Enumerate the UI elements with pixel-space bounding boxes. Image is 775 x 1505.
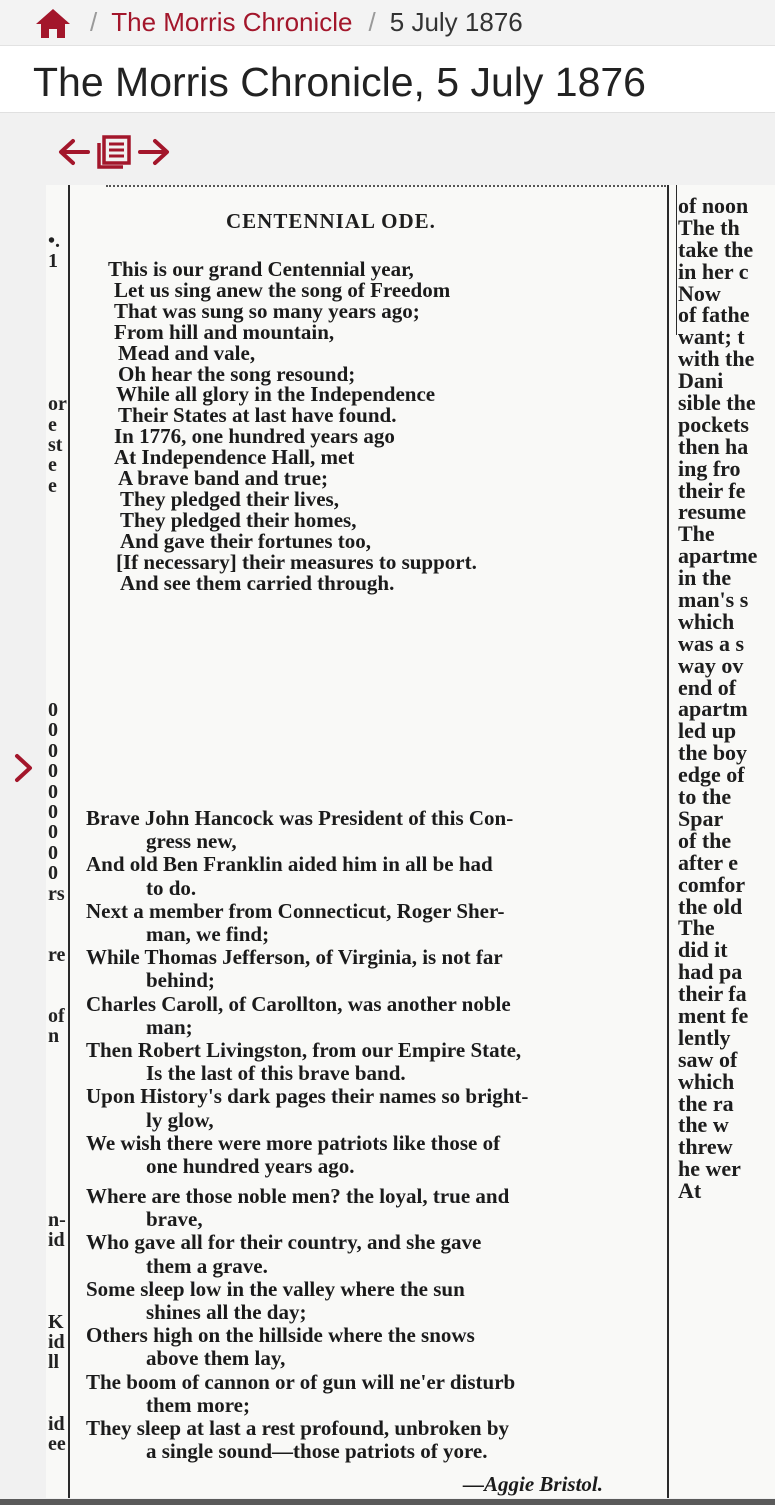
column-fragment-line: e bbox=[48, 474, 57, 497]
column-rule bbox=[667, 185, 669, 1498]
column-fragment-line bbox=[48, 272, 68, 292]
poem-line: one hundred years ago. bbox=[146, 1154, 355, 1178]
poem-line: a single sound—those patriots of yore. bbox=[146, 1439, 488, 1464]
column-fragment-line bbox=[48, 924, 68, 944]
breadcrumb-separator: / bbox=[90, 7, 98, 37]
breadcrumb bbox=[0, 0, 775, 46]
poem-line: shines all the day; bbox=[146, 1300, 307, 1324]
column-fragment-line: ing fro bbox=[678, 455, 741, 481]
column-fragment-line: threw bbox=[678, 1134, 733, 1160]
poem-line: them a grave. bbox=[146, 1253, 268, 1278]
column-fragment-line bbox=[48, 313, 68, 333]
column-fragment-line: which bbox=[678, 1068, 735, 1094]
poem-line: ly glow, bbox=[146, 1107, 214, 1132]
poem-line: They sleep at last a rest profound, unbroken by bbox=[86, 1416, 509, 1440]
column-fragment-line: of bbox=[48, 1004, 65, 1027]
poem-line: man; bbox=[146, 1014, 193, 1039]
column-fragment-line: which bbox=[678, 608, 735, 634]
column-fragment-line bbox=[48, 516, 68, 536]
column-fragment-line: comfor bbox=[678, 871, 746, 897]
column-fragment-line bbox=[48, 659, 68, 679]
column-fragment-line: apartme bbox=[678, 543, 758, 569]
column-fragment-line bbox=[48, 1169, 68, 1189]
column-fragment-line: of noon bbox=[678, 193, 749, 218]
arrow-left-icon[interactable] bbox=[56, 133, 92, 171]
column-fragment-line bbox=[48, 639, 68, 659]
column-fragment-line: man's s bbox=[678, 587, 749, 613]
column-fragment-line bbox=[48, 1128, 68, 1148]
newspaper-page-image bbox=[46, 185, 775, 1498]
column-fragment-line: st bbox=[48, 433, 63, 456]
column-fragment-line: apartm bbox=[678, 696, 748, 722]
column-fragment-line: end of bbox=[678, 674, 737, 700]
column-fragment-line bbox=[48, 537, 68, 557]
article-heading: CENTENNIAL ODE. bbox=[226, 209, 436, 233]
column-fragment-line bbox=[48, 557, 68, 577]
poem-line: Is the last of this brave band. bbox=[146, 1061, 406, 1086]
page-title: The Morris Chronicle, 5 July 1876 bbox=[33, 59, 646, 105]
poem-line: Let us sing anew the song of Freedom bbox=[114, 277, 451, 302]
column-fragment-line bbox=[48, 1271, 68, 1291]
poem-line: At Independence Hall, met bbox=[114, 445, 355, 470]
poem-line: Mead and vale, bbox=[118, 340, 256, 365]
column-fragment-line: ll bbox=[48, 1351, 60, 1374]
left-column-fragment bbox=[48, 231, 68, 1454]
column-fragment-line bbox=[48, 1393, 68, 1413]
column-fragment-line: their fa bbox=[678, 981, 747, 1007]
column-fragment-line: after e bbox=[678, 849, 739, 875]
column-fragment-line: did it bbox=[678, 937, 728, 963]
column-fragment-line bbox=[48, 904, 68, 924]
column-fragment-line: 0 bbox=[48, 760, 58, 783]
poem-line: Brave John Hancock was President of this Con- bbox=[86, 806, 514, 830]
column-fragment-line bbox=[48, 618, 68, 638]
column-fragment-line: K bbox=[48, 1310, 64, 1333]
column-fragment-line: with the bbox=[678, 346, 755, 372]
poem-line: The boom of cannon or of gun will ne'er disturb bbox=[86, 1369, 516, 1394]
column-fragment-line: edge of bbox=[678, 762, 745, 788]
column-fragment-line: the w bbox=[678, 1112, 729, 1138]
poem-line: While Thomas Jefferson, of Virginia, is not far bbox=[86, 945, 503, 970]
column-fragment-line: ment fe bbox=[678, 1002, 749, 1028]
column-fragment-line: n- bbox=[48, 1208, 66, 1231]
column-fragment-line: their fe bbox=[678, 477, 746, 503]
column-fragment-line bbox=[48, 1067, 68, 1087]
column-fragment-line: in the bbox=[678, 565, 732, 591]
column-fragment-line bbox=[48, 1373, 68, 1393]
breadcrumb-separator: / bbox=[368, 7, 376, 37]
poem-line: Others high on the hillside where the snows bbox=[86, 1323, 475, 1348]
column-fragment-line: 0 bbox=[48, 698, 58, 721]
column-fragment-line: or bbox=[48, 393, 67, 416]
poem-line: Some sleep low in the valley where the sun bbox=[86, 1276, 465, 1301]
column-fragment-line: •. bbox=[48, 230, 61, 252]
poem-line: Their States at last have found. bbox=[118, 403, 397, 428]
poem-line: Then Robert Livingston, from our Empire State, bbox=[86, 1038, 522, 1062]
poem-line: to do. bbox=[146, 875, 197, 900]
poem-line: Charles Caroll, of Carollton, was another noble bbox=[86, 991, 511, 1016]
poem-line: gress new, bbox=[146, 829, 237, 854]
column-fragment-line bbox=[48, 1251, 68, 1271]
newspaper-icon[interactable] bbox=[96, 133, 132, 171]
column-fragment-line: the old bbox=[678, 893, 743, 919]
column-fragment-line: want; t bbox=[678, 324, 745, 350]
column-fragment-line bbox=[48, 680, 68, 700]
poem-line: above them lay, bbox=[146, 1346, 286, 1371]
column-fragment-line bbox=[48, 985, 68, 1005]
poem-line: Next a member from Connecticut, Roger Sher- bbox=[86, 898, 505, 923]
poem-line: behind; bbox=[146, 968, 215, 993]
column-fragment-line: Spar bbox=[678, 805, 724, 831]
column-fragment-line bbox=[48, 598, 68, 618]
column-fragment-line: e bbox=[48, 413, 57, 436]
column-fragment-line: The bbox=[678, 915, 715, 941]
column-fragment-line: the ra bbox=[678, 1090, 734, 1116]
poem-line: [If necessary] their measures to support. bbox=[116, 549, 477, 574]
article-signature: —Aggie Bristol. bbox=[463, 1472, 604, 1496]
column-fragment-line: was a s bbox=[678, 630, 745, 656]
poem-line: them more; bbox=[146, 1392, 250, 1417]
poem-line: And gave their fortunes too, bbox=[120, 528, 372, 553]
column-fragment-line bbox=[48, 578, 68, 598]
poem-line: And old Ben Franklin aided him in all be had bbox=[86, 852, 493, 877]
column-fragment-line: At bbox=[678, 1178, 702, 1204]
page-viewer bbox=[0, 112, 775, 1505]
poem-line: While all glory in the Independence bbox=[116, 382, 436, 407]
column-fragment-line: 0 bbox=[48, 739, 58, 762]
column-fragment-line: pockets bbox=[678, 411, 749, 437]
column-fragment-line: Dani bbox=[678, 368, 724, 394]
column-fragment-line: had pa bbox=[678, 959, 743, 985]
column-fragment-line: sible the bbox=[678, 390, 756, 416]
column-fragment-line: saw of bbox=[678, 1046, 738, 1072]
column-fragment-line: Now bbox=[678, 280, 721, 306]
poem-line: A brave band and true; bbox=[118, 466, 329, 490]
column-fragment-line: 0 bbox=[48, 821, 58, 844]
breadcrumb-publication-link[interactable]: The Morris Chronicle bbox=[111, 7, 353, 37]
column-fragment-line: n bbox=[48, 1025, 60, 1048]
poem-line: This is our grand Centennial year, bbox=[108, 257, 414, 281]
column-fragment-line bbox=[48, 333, 68, 353]
poem-line: From hill and mountain, bbox=[114, 319, 335, 344]
column-fragment-line: re bbox=[48, 943, 66, 966]
column-fragment-line: of the bbox=[678, 827, 732, 853]
column-fragment-line: id bbox=[48, 1412, 65, 1435]
column-fragment-line: 0 bbox=[48, 862, 58, 885]
column-fragment-line bbox=[48, 965, 68, 985]
header-rule bbox=[106, 185, 666, 193]
chevron-right-icon[interactable] bbox=[12, 751, 36, 785]
column-fragment-line: led up bbox=[678, 718, 737, 744]
column-fragment-line: The bbox=[678, 521, 715, 547]
poem-line: Who gave all for their country, and she gave bbox=[86, 1230, 482, 1255]
column-fragment-line bbox=[48, 1108, 68, 1128]
column-fragment-line: to the bbox=[678, 784, 732, 810]
viewer-toolbar bbox=[56, 133, 172, 171]
column-fragment-line: the boy bbox=[678, 740, 748, 766]
column-fragment-line: id bbox=[48, 1331, 65, 1354]
column-fragment-line: 0 bbox=[48, 841, 58, 864]
column-fragment-line: ee bbox=[48, 1433, 66, 1456]
column-fragment-line bbox=[48, 1047, 68, 1067]
poem-line: man, we find; bbox=[146, 922, 270, 946]
bottom-scrollbar[interactable] bbox=[0, 1499, 775, 1505]
breadcrumb-current-issue: 5 July 1876 bbox=[389, 7, 523, 37]
poem-line: They pledged their homes, bbox=[120, 507, 357, 532]
home-icon[interactable] bbox=[34, 6, 74, 40]
column-fragment-line: 1 bbox=[48, 250, 58, 273]
poem-line: That was sung so many years ago; bbox=[114, 298, 420, 323]
poem-line: Upon History's dark pages their names so bright- bbox=[86, 1084, 529, 1109]
column-fragment-line: in her c bbox=[678, 258, 749, 284]
column-fragment-line bbox=[48, 1291, 68, 1311]
column-fragment-line: resume bbox=[678, 499, 747, 525]
column-fragment-line bbox=[48, 1149, 68, 1169]
column-fragment-line bbox=[48, 496, 68, 516]
column-fragment-line bbox=[48, 1087, 68, 1107]
column-fragment-line bbox=[48, 292, 68, 312]
column-fragment-line: rs bbox=[48, 882, 65, 905]
poem-line: In 1776, one hundred years ago bbox=[114, 424, 395, 449]
column-fragment-line: 0 bbox=[48, 800, 58, 823]
column-rule bbox=[676, 185, 677, 335]
column-fragment-line: The th bbox=[678, 214, 740, 240]
column-fragment-line: way ov bbox=[678, 652, 744, 678]
poem-line: Where are those noble men? the loyal, true and bbox=[86, 1184, 510, 1208]
column-fragment-line: he wer bbox=[678, 1156, 741, 1182]
column-fragment-line: e bbox=[48, 454, 57, 477]
column-fragment-line: lently bbox=[678, 1024, 731, 1050]
poem-line: We wish there were more patriots like those of bbox=[86, 1130, 501, 1155]
column-fragment-line: 0 bbox=[48, 719, 58, 742]
column-fragment-line: of fathe bbox=[678, 302, 750, 328]
column-fragment-line: take the bbox=[678, 236, 754, 262]
poem-line: Oh hear the song resound; bbox=[118, 361, 356, 386]
poem-line: They pledged their lives, bbox=[120, 486, 339, 511]
column-rule bbox=[68, 185, 70, 1498]
column-fragment-line bbox=[48, 374, 68, 394]
column-fragment-line: id bbox=[48, 1229, 65, 1252]
poem-line: brave, bbox=[146, 1207, 203, 1232]
arrow-right-icon[interactable] bbox=[136, 133, 172, 171]
column-fragment-line: then ha bbox=[678, 433, 749, 459]
poem-line: And see them carried through. bbox=[120, 570, 395, 595]
right-column-fragment bbox=[678, 195, 775, 1202]
column-fragment-line bbox=[48, 353, 68, 373]
column-fragment-line: 0 bbox=[48, 780, 58, 803]
column-fragment-line bbox=[48, 1189, 68, 1209]
